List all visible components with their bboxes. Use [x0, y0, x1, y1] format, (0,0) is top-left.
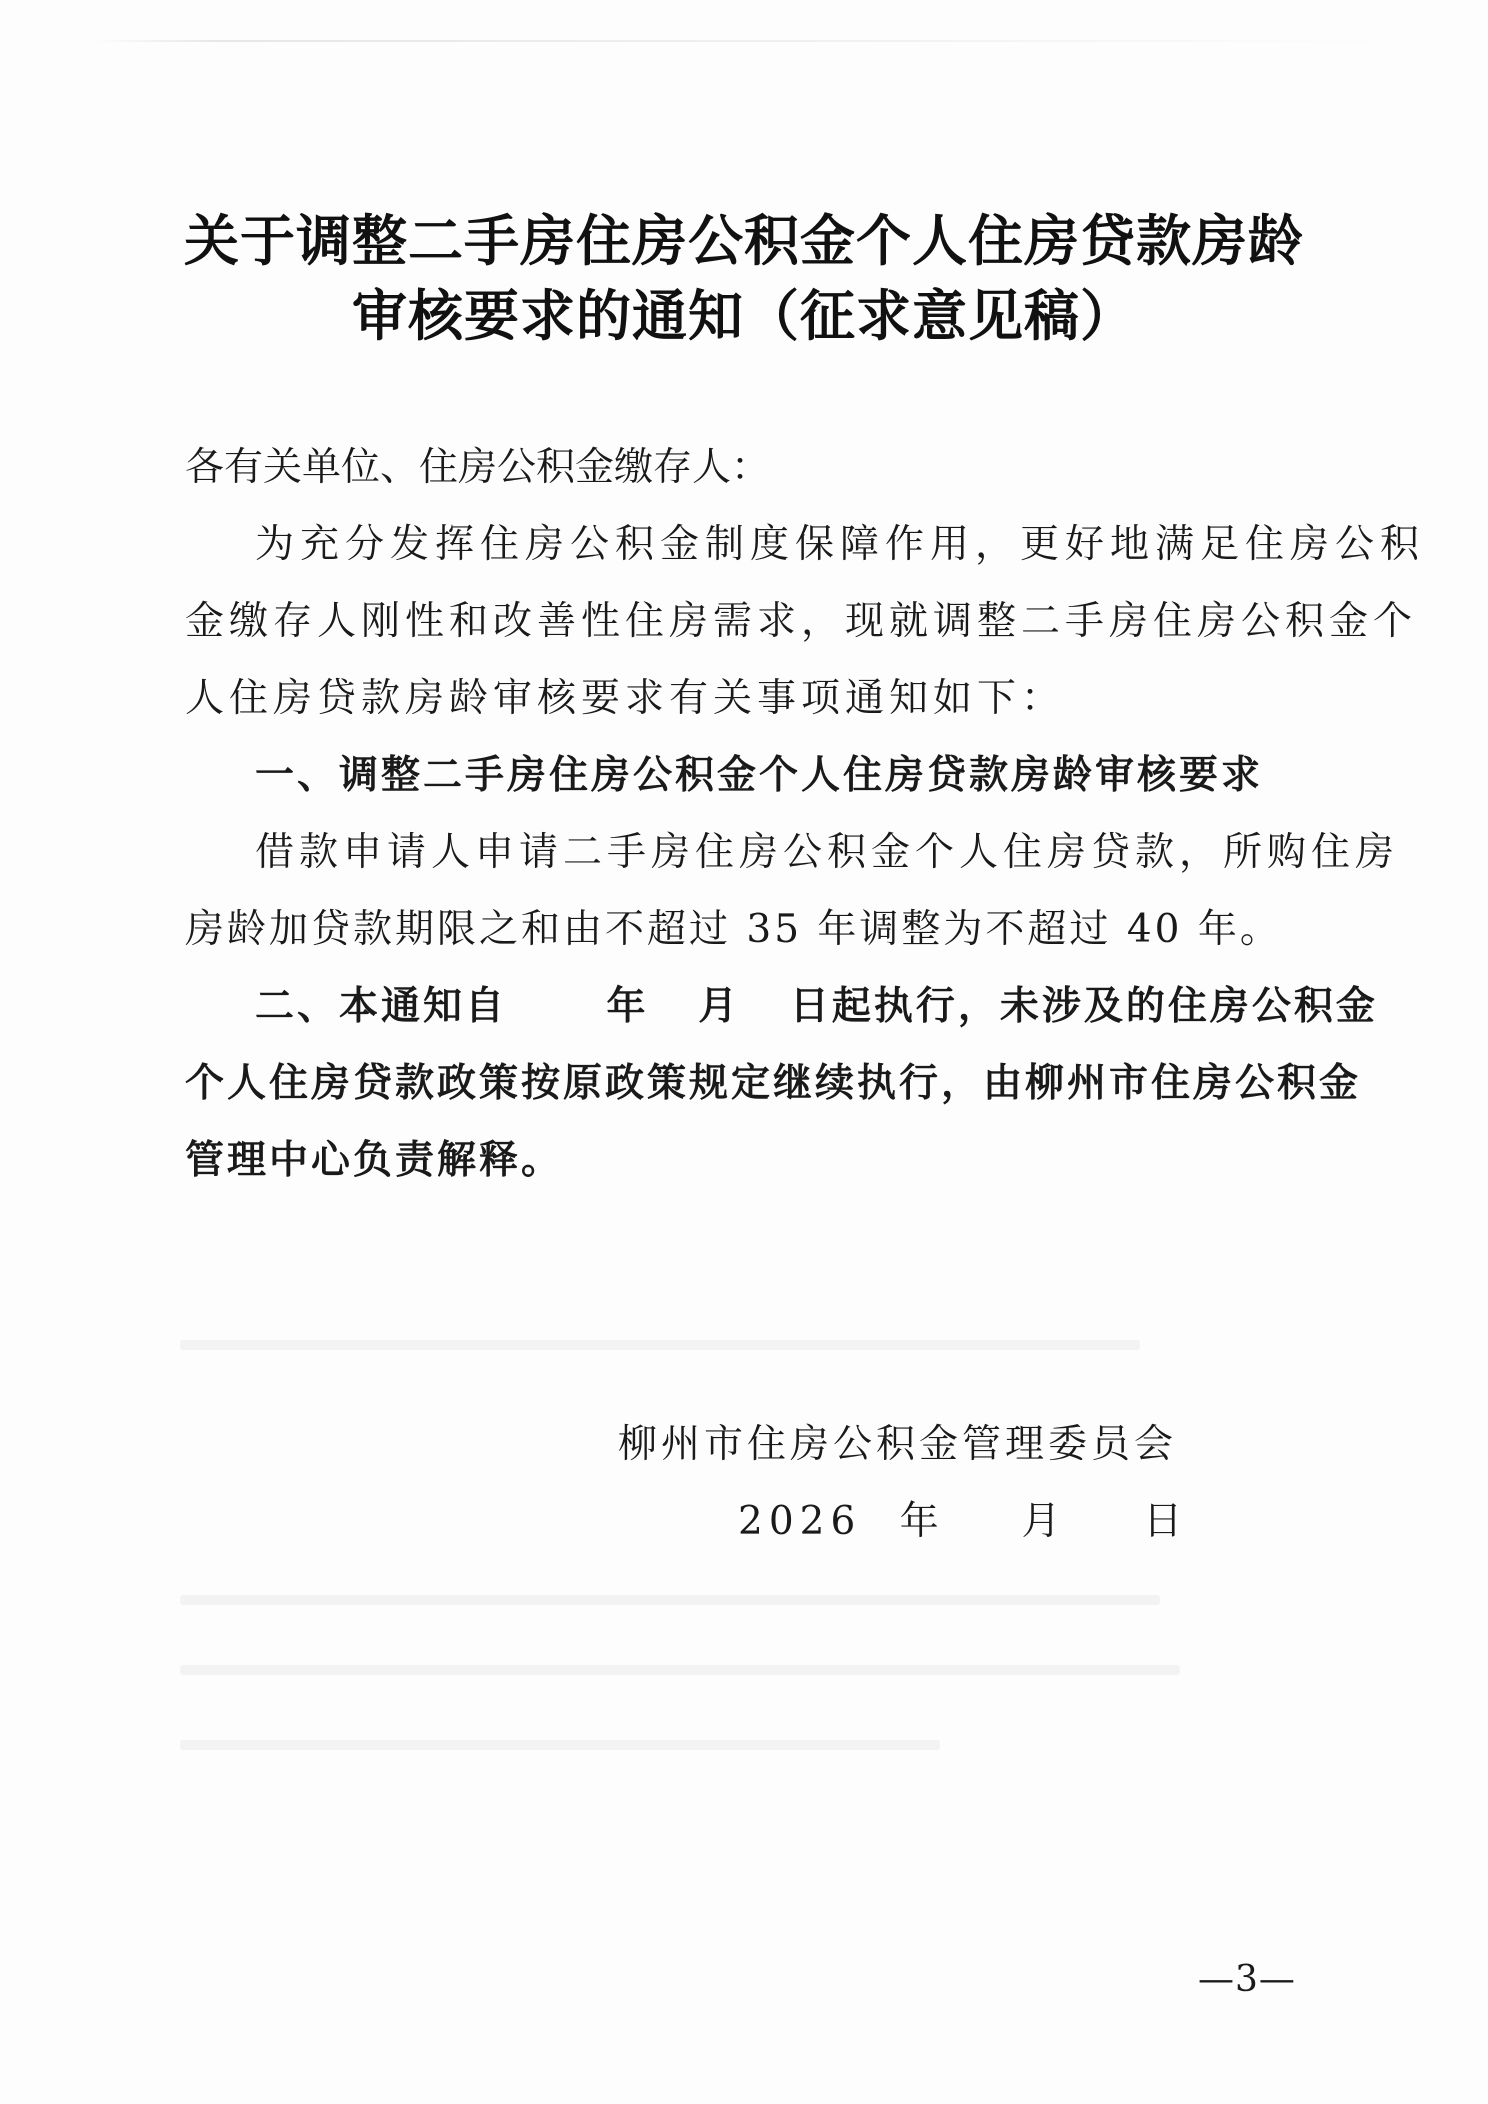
paragraph-1-line-2: 金缴存人刚性和改善性住房需求，现就调整二手房住房公积金个 [185, 599, 1418, 644]
signature-organization: 柳州市住房公积金管理委员会 [618, 1422, 1178, 1467]
salutation: 各有关单位、住房公积金缴存人： [185, 445, 771, 490]
paragraph-1-line-1: 为充分发挥住房公积金制度保障作用，更好地满足住房公积 [255, 522, 1426, 567]
section-1-heading: 一、调整二手房住房公积金个人住房贷款房龄审核要求 [255, 753, 1264, 798]
section-2-line-2: 个人住房贷款政策按原政策规定继续执行，由柳州市住房公积金 [185, 1061, 1362, 1106]
page-number: —3— [1198, 1959, 1296, 2000]
section-2-line-3: 管理中心负责解释。 [185, 1138, 564, 1183]
scan-edge-line [90, 40, 1390, 42]
bleed-through-shade [180, 1740, 940, 1750]
bleed-through-shade [180, 1340, 1140, 1350]
section-1-body-line-2: 房龄加贷款期限之和由不超过 35 年调整为不超过 40 年。 [185, 907, 1282, 952]
document-title-line-1: 关于调整二手房住房公积金个人住房贷款房龄 [183, 208, 1304, 273]
document-title-line-2: 审核要求的通知（征求意见稿） [351, 283, 1136, 348]
section-2-line-1: 二、本通知自 年 月 日起执行，未涉及的住房公积金 [255, 984, 1378, 1029]
bleed-through-shade [180, 1665, 1180, 1675]
signature-date: 2026 年 月 日 [738, 1499, 1189, 1544]
section-1-body-line-1: 借款申请人申请二手房住房公积金个人住房贷款，所购住房 [255, 830, 1400, 875]
paragraph-1-line-3: 人住房贷款房龄审核要求有关事项通知如下： [185, 676, 1066, 721]
bleed-through-shade [180, 1595, 1160, 1605]
